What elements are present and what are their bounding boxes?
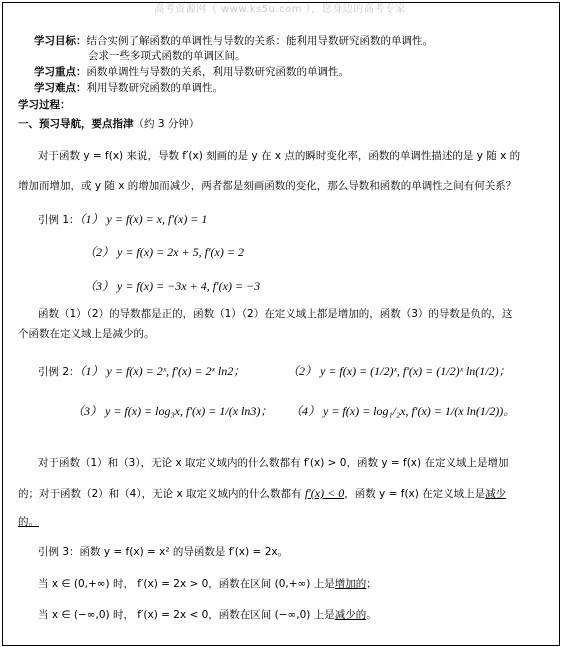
intro-line-1: 对于函数 y = f(x) 来说，导数 f′(x) 刻画的是 y 在 x 点的瞬时变化率，函数的单调性描述的是 y 随 x 的 <box>38 150 521 162</box>
difficulty-label: 学习难点： <box>34 82 87 94</box>
conclusion-2-blank-answer: f′(x) < 0 <box>304 486 345 500</box>
example-2-row-1 <box>38 364 245 379</box>
conclusion-2-line-3: 的。 <box>18 516 39 528</box>
goals-text-1: 结合实例了解函数的单调性与导数的关系：能利用导数研究函数的单调性。 <box>86 35 433 47</box>
example-2-formula-1: （1） y = f(x) = 2ˣ, f′(x) = 2ˣ ln2； <box>79 364 246 378</box>
example-2-formula-2: （2） y = f(x) = (1/2)ˣ, f′(x) = (1/2)ˣ ln(1/2)； <box>287 364 511 378</box>
key-points-text: 函数单调性与导数的关系，利用导数研究函数的单调性。 <box>86 66 349 78</box>
learning-goals <box>34 34 433 48</box>
example-1-label: 引例 1： <box>38 214 80 226</box>
example-1-formula-1: （1） y = f(x) = x, f′(x) = 1 <box>79 212 208 226</box>
case-positive <box>38 577 377 591</box>
example-3-label: 引例 3： <box>38 546 80 558</box>
case-positive-text: 当 x ∈ (0,+∞) 时， f′(x) = 2x > 0，函数在区间 (0,+∞) 上是 <box>38 578 335 590</box>
example-3-text: 函数 y = f(x) = x² 的导函数是 f′(x) = 2x。 <box>79 546 289 558</box>
section-1-time: （约 3 分钟） <box>133 118 200 130</box>
page-header-watermark: 高考资源网（ www.ks5u.com ），您身边的高考专家 <box>154 4 406 15</box>
conclusion-2-underlined-word: 减少 <box>485 488 507 500</box>
case-positive-answer: 增加的 <box>334 578 367 590</box>
example-1-row-1 <box>38 212 207 227</box>
section-1-heading <box>18 117 199 131</box>
case-positive-end: ； <box>366 578 377 590</box>
section-1-title: 一、预习导航，要点指津 <box>18 118 134 130</box>
conclusion-2-line-2 <box>18 486 506 501</box>
case-negative-text: 当 x ∈ (−∞,0) 时， f′(x) = 2x < 0，函数在区间 (−∞,0) 上是 <box>38 609 335 621</box>
example-1-formula-2: （2） y = f(x) = 2x + 5, f′(x) = 2 <box>84 245 244 259</box>
example-2-formula-3: （3） y = f(x) = log₃x, f′(x) = 1/(x ln3)； <box>72 404 273 418</box>
key-points <box>34 65 349 79</box>
goals-text-2: 会求一些多项式函数的单调区间。 <box>88 50 246 62</box>
intro-line-2: 增加而增加，或 y 随 x 的增加而减少，两者都是刻画函数的变化，那么导数和函数的单调性之间有何关系？ <box>18 180 517 192</box>
difficulty-text: 利用导数研究函数的单调性。 <box>86 82 223 94</box>
case-negative <box>38 608 377 622</box>
goals-label: 学习目标： <box>34 35 87 47</box>
example-3-row <box>38 545 288 559</box>
example-1-formula-3: （3） y = f(x) = −3x + 4, f′(x) = −3 <box>84 279 261 293</box>
case-negative-end: 。 <box>366 609 377 621</box>
learning-process-heading: 学习过程： <box>18 99 71 111</box>
example-1-conclusion-2: 个函数在定义域上是减少的。 <box>18 328 155 340</box>
example-2-label: 引例 2： <box>38 366 80 378</box>
conclusion-2-text-b: ，函数 y = f(x) 在定义域上是 <box>344 488 486 500</box>
conclusion-2-text-a: 的；对于函数（2）和（4），无论 x 取定义域内的什么数都有 <box>18 488 305 500</box>
case-negative-answer: 减少的 <box>334 609 367 621</box>
example-2-formula-4: （4） y = f(x) = log₁/₂x, f′(x) = 1/(x ln(1/2))。 <box>290 404 516 418</box>
difficulty <box>34 81 223 95</box>
example-1-conclusion-1: 函数（1）（2）的导数都是正的，函数（1）（2）在定义域上都是增加的，函数（3）的导数是负的，这 <box>38 308 513 320</box>
conclusion-2-line-1: 对于函数（1）和（3），无论 x 取定义域内的什么数都有 f′(x) > 0，函数 y = f(x) 在定义域上是增加 <box>38 457 509 469</box>
key-points-label: 学习重点： <box>34 66 87 78</box>
